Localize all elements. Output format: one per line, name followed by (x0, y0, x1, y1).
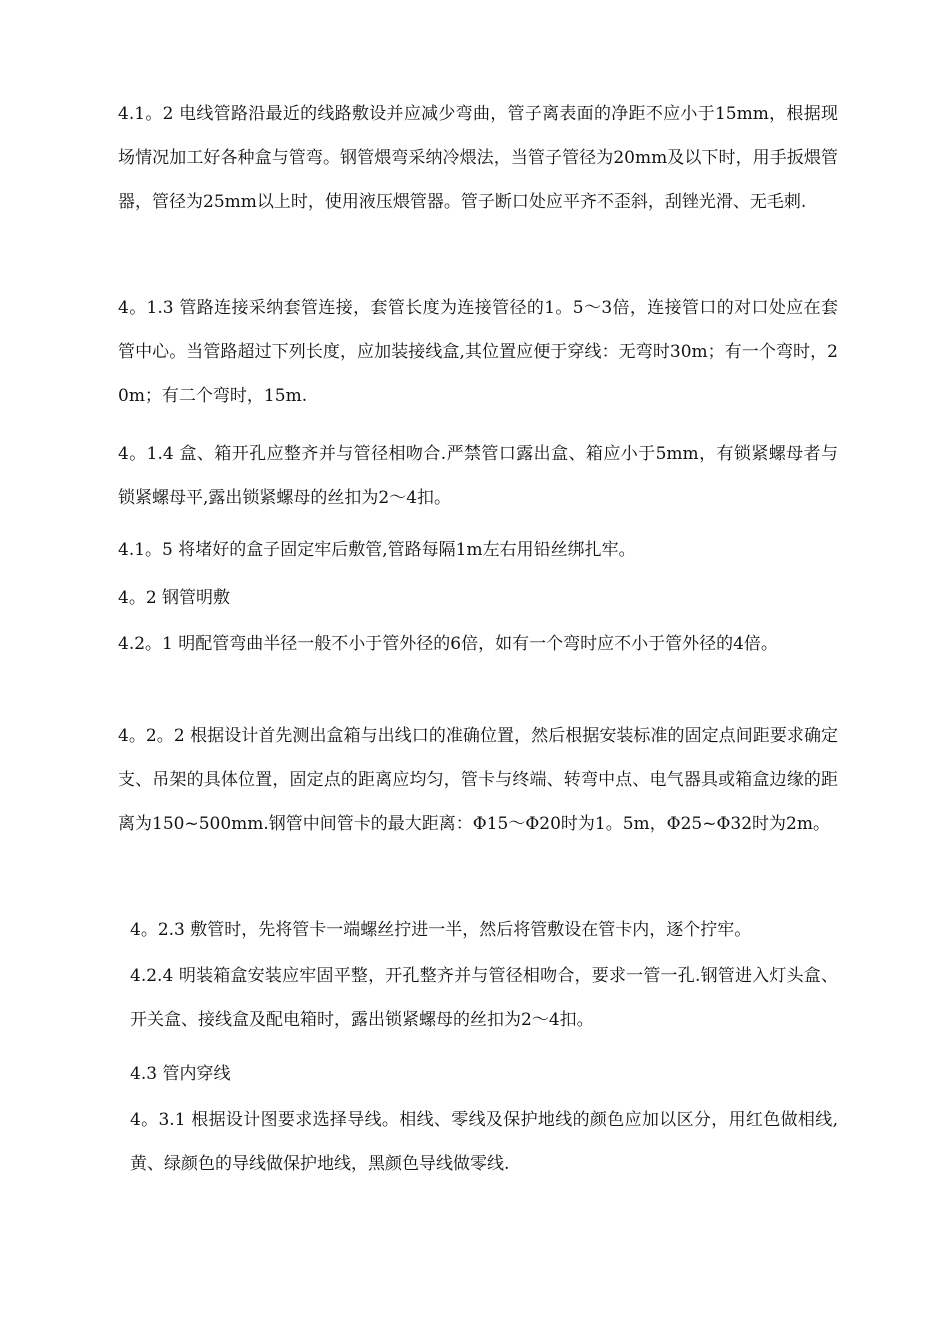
section-heading-4-2: 4。2 钢管明敷 (118, 588, 231, 608)
section-heading-4-3: 4.3 管内穿线 (130, 1064, 231, 1084)
paragraph-4-1-2: 4.1。2 电线管路沿最近的线路敷设并应减少弯曲，管子离表面的净距不应小于15mm，根据现场情况加工好各种盒与管弯。钢管煨弯采纳冷煨法，当管子管径为20mm及以下时，用手扳煨管器，管径为25mm以上时，使用液压煨管器。管子断口处应平齐不歪斜，刮锉光滑、无毛刺. (118, 104, 838, 212)
paragraph-4-2-4: 4.2.4 明装箱盒安装应牢固平整，开孔整齐并与管径相吻合，要求一管一孔.钢管进入灯头盒、开关盒、接线盒及配电箱时，露出锁紧螺母的丝扣为2～4扣。 (130, 966, 838, 1030)
paragraph-4-2-3: 4。2.3 敷管时，先将管卡一端螺丝拧进一半，然后将管敷设在管卡内，逐个拧牢。 (130, 920, 752, 940)
paragraph-4-1-3: 4。1.3 管路连接采纳套管连接，套管长度为连接管径的1。5～3倍，连接管口的对口处应在套管中心。当管路超过下列长度，应加装接线盒,其位置应便于穿线：无弯时30m；有一个弯时，20m；有二个弯时，15m. (118, 298, 838, 406)
paragraph-4-2-2: 4。2。2 根据设计首先测出盒箱与出线口的准确位置，然后根据安装标准的固定点间距要求确定支、吊架的具体位置，固定点的距离应均匀，管卡与终端、转弯中点、电气器具或箱盒边缘的距离为150~500mm.钢管中间管卡的最大距离：Φ15～Φ20时为1。5m，Φ25~Φ32时为2m。 (118, 726, 838, 834)
paragraph-4-3-1: 4。3.1 根据设计图要求选择导线。相线、零线及保护地线的颜色应加以区分，用红色做相线,黄、绿颜色的导线做保护地线，黑颜色导线做零线. (130, 1110, 838, 1174)
paragraph-4-1-5: 4.1。5 将堵好的盒子固定牢后敷管,管路每隔1m左右用铅丝绑扎牢。 (118, 540, 636, 560)
paragraph-4-2-1: 4.2。1 明配管弯曲半径一般不小于管外径的6倍，如有一个弯时应不小于管外径的4倍。 (118, 634, 778, 654)
paragraph-4-1-4: 4。1.4 盒、箱开孔应整齐并与管径相吻合.严禁管口露出盒、箱应小于5mm，有锁紧螺母者与锁紧螺母平,露出锁紧螺母的丝扣为2～4扣。 (118, 444, 838, 508)
